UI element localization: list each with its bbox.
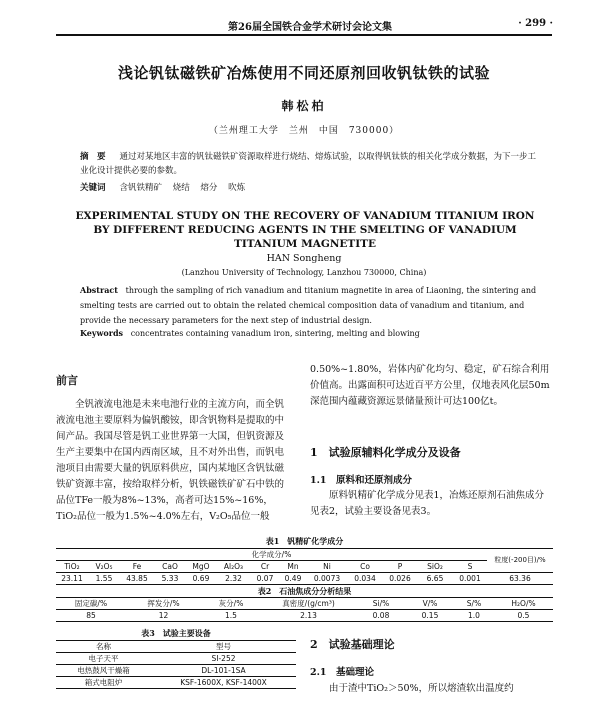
table1-col-header: Co	[347, 561, 383, 573]
affiliation-cn: （兰州理工大学 兰州 中国 730000）	[208, 126, 400, 136]
table1-col-header: Ni	[307, 561, 347, 573]
table1-col-header: Al₂O₃	[216, 561, 251, 573]
table1	[56, 548, 553, 585]
table1-cell: 0.026	[383, 573, 417, 585]
table1-cell: 0.49	[279, 573, 307, 585]
section-2-title: 2 试验基础理论	[310, 638, 395, 651]
table3-cell: SI-252	[151, 653, 296, 665]
abstract-cn-label: 摘 要	[80, 152, 106, 162]
section-1-title: 1 试验原辅料化学成分及设备	[310, 446, 461, 459]
table1-col-header: Mn	[279, 561, 307, 573]
table1-col-header: MgO	[186, 561, 216, 573]
abstract-en-text: through the sampling of rich vanadium and titanium magnetite in area of Liaoning, the sintering and smelting tests are carried out to obtain the related chemical composition data of vanadium and titanium, and provide the necessary parameters for the next step of industrial design.	[80, 286, 537, 325]
table1-col-header: Fe	[120, 561, 154, 573]
section-2-1-title: 2.1 基础理论	[310, 667, 375, 678]
table1-col-header: P	[383, 561, 417, 573]
keywords-en-label: Keywords	[80, 328, 124, 338]
table1-col-header: V₂O₅	[88, 561, 120, 573]
table3-col-header: 名称	[56, 641, 151, 653]
table3-cell: DL-101-1SA	[151, 665, 296, 677]
affiliation-en: (Lanzhou University of Technology, Lanzhou 730000, China)	[181, 268, 427, 277]
table3-caption: 表3 试验主要设备	[141, 628, 211, 638]
table1-caption: 表1 钒精矿化学成分	[265, 536, 344, 546]
table3-cell: 电热鼓风干燥箱	[56, 665, 151, 677]
keywords-en-text: concentrates containing vanadium iron, sintering, melting and blowing	[130, 329, 420, 338]
author-en: HAN Songheng	[266, 253, 342, 264]
section-preface-title: 前言	[56, 374, 78, 387]
table2-col-header: H₂O/%	[494, 598, 553, 610]
table2-col-header: 真密度/(g/cm³)	[261, 598, 356, 610]
table1-cell: 1.55	[88, 573, 120, 585]
table1-col-header: Cr	[251, 561, 279, 573]
table1-col-header: SiO₂	[417, 561, 453, 573]
table2-col-header: 固定碳/%	[56, 598, 126, 610]
abstract-cn-text: 通过对某地区丰富的钒钛磁铁矿资源取样进行烧结、熔炼试验，以取得钒钛铁的相关化学成分数据，为下一步工业化设计提供必要的参数。	[80, 152, 537, 176]
table2-col-header: S/%	[454, 598, 494, 610]
preface-continued-text: 0.50%~1.80%，岩体内矿化均匀、稳定，矿石综合利用价值高。出露面积可达近百平方公里，仅地表风化层50m深范围内蕴藏资源远景储量预计可达100亿t。	[310, 364, 550, 407]
author-cn: 韩松柏	[281, 99, 327, 113]
table3-col-header: 型号	[151, 641, 296, 653]
table3	[56, 640, 296, 689]
keywords-cn	[80, 181, 540, 193]
table1-cell: 0.69	[186, 573, 216, 585]
table1-cell: 23.11	[56, 573, 88, 585]
table1-cell: 43.85	[120, 573, 154, 585]
table1-col-header: TiO₂	[56, 561, 88, 573]
table1-cell: 6.65	[417, 573, 453, 585]
keywords-en	[80, 328, 542, 338]
table1-cell: 5.33	[154, 573, 186, 585]
table1-group-header: 化学成分/%	[56, 549, 487, 561]
table3-cell: KSF-1600X, KSF-1400X	[151, 677, 296, 689]
table1-granularity-header: 粒度(-200目)/%	[487, 549, 553, 573]
table2-cell: 1.0	[454, 610, 494, 622]
table1-cell: 63.36	[487, 573, 553, 585]
table1-col-header: S	[453, 561, 487, 573]
abstract-en-label: Abstract	[80, 285, 118, 295]
paper-title-en: EXPERIMENTAL STUDY ON THE RECOVERY OF VANADIUM TITANIUM IRON BY DIFFERENT REDUCING AGENTS IN THE SMELTING OF VANADIUM TITANIUM MAGNETITE	[75, 210, 535, 250]
keywords-cn-text: 含钒铁精矿 烧结 熔分 吹炼	[119, 183, 246, 193]
table2-cell: 1.5	[201, 610, 261, 622]
header-rule	[56, 34, 552, 36]
section-preface-text: 全钒液流电池是未来电池行业的主流方向，而全钒液流电池主要原料为偏钒酸铵，即含钒物料是提取的中间产品。我国尽管是钒工业世界第一大国，但钒资源及生产主要集中在国内西南区域，且不对外出售，而钒电池项目由需要大量的钒原料供应，国内某地区含钒钛磁铁矿资源丰富，按给取样分析，钒铁磁铁矿矿石中铁的品位TFe一般为8%~13%，高者可达15%~16%，TiO₂品位一般为1.5%~4.0%左右，V₂O₅品位一般	[56, 399, 285, 522]
table2-cell: 0.15	[406, 610, 454, 622]
table1-col-header: CaO	[154, 561, 186, 573]
table3-cell: 电子天平	[56, 653, 151, 665]
table1-cell: 2.32	[216, 573, 251, 585]
table2-col-header: V/%	[406, 598, 454, 610]
section-2-1-text: 由于渣中TiO₂＞50%，所以熔渣软出温度约	[329, 683, 514, 694]
table1-cell: 0.0073	[307, 573, 347, 585]
section-1-1-title: 1.1 原料和还原剂成分	[310, 475, 413, 486]
table2-col-header: 灰分/%	[201, 598, 261, 610]
running-header: 第26届全国铁合金学术研讨会论文集	[228, 22, 392, 33]
paper-title-cn: 浅论钒钛磁铁矿冶炼使用不同还原剂回收钒钛铁的试验	[117, 64, 490, 82]
table2-cell: 12	[126, 610, 201, 622]
table2-col-header: Si/%	[356, 598, 406, 610]
table2-cell: 2.13	[261, 610, 356, 622]
keywords-cn-label: 关键词	[80, 183, 106, 193]
table3-cell: 箱式电阻炉	[56, 677, 151, 689]
table1-cell: 0.07	[251, 573, 279, 585]
abstract-cn	[80, 150, 540, 178]
table2-caption: 表2 石油焦成分分析结果	[257, 586, 352, 596]
table2-cell: 0.5	[494, 610, 553, 622]
abstract-en	[80, 283, 542, 328]
table2-cell: 0.08	[356, 610, 406, 622]
page-number: · 299 ·	[518, 18, 553, 29]
table2-col-header: 挥发分/%	[126, 598, 201, 610]
table2-cell: 85	[56, 610, 126, 622]
table2	[56, 597, 553, 622]
table1-cell: 0.001	[453, 573, 487, 585]
section-1-1-text: 原料钒精矿化学成分见表1，冶炼还原剂石油焦成分见表2，试验主要设备见表3。	[310, 490, 545, 517]
table1-cell: 0.034	[347, 573, 383, 585]
